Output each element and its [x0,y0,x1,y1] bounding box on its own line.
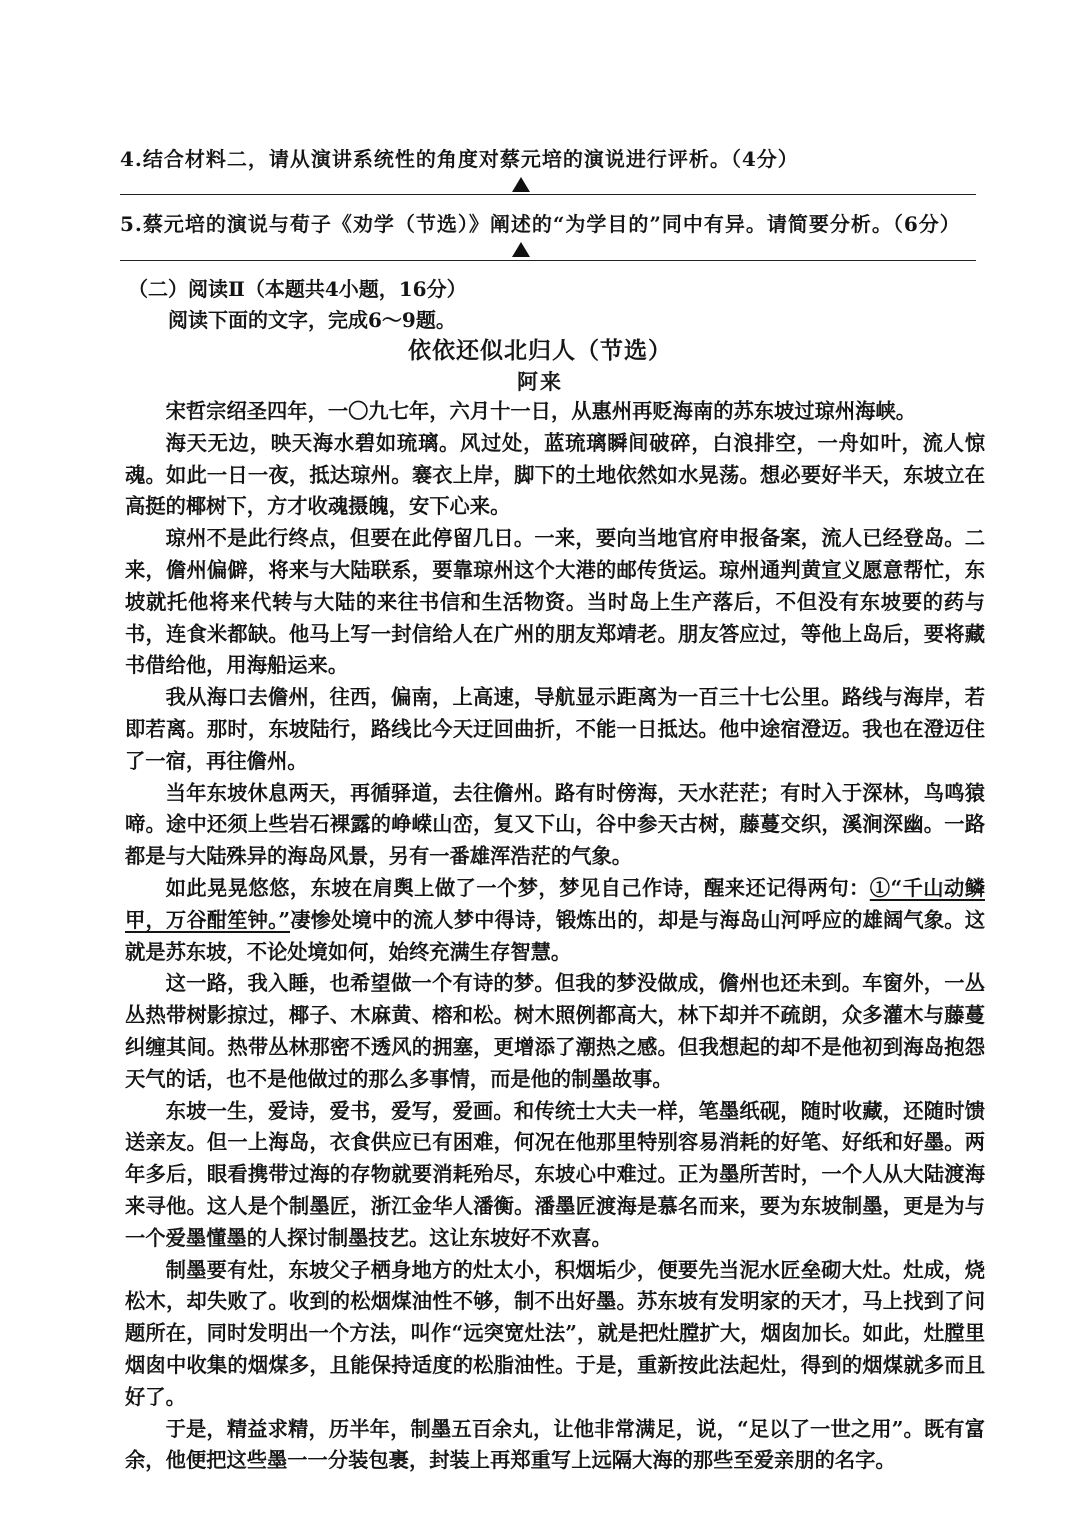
paragraph: 当年东坡休息两天，再循驿道，去往儋州。路有时傍海，天水茫茫；有时入于深林，鸟鸣猿啼。途中还须上些岩石裸露的峥嵘山峦，复又下山，谷中参天古树，藤蔓交织，溪涧深幽。一路都是与大陆殊异的海岛风景，另有一番雄浑浩茫的气象。 [125,780,985,869]
paragraph: 宋哲宗绍圣四年，一〇九七年，六月十一日，从惠州再贬海南的苏东坡过琼州海峡。 [165,399,917,423]
answer-marker-icon [512,177,530,192]
article-title: 依依还似北归人（节选） [408,337,672,364]
paragraph: 于是，精益求精，历半年，制墨五百余丸，让他非常满足，说，“足以了一世之用”。既有富余，他便把这些墨一一分装包裹，封装上再郑重写上远隔大海的那些至爱亲朋的名字。 [125,1416,985,1473]
underlined-poem-quote: ①“千山动鳞甲，万谷酣笙钟。” [125,875,985,932]
paragraph: 海天无边，映天海水碧如琉璃。风过处，蓝琉璃瞬间破碎，白浪排空，一舟如叶，流人惊魂。如此一日一夜，抵达琼州。褰衣上岸，脚下的土地依然如水晃荡。想必要好半天，东坡立在高挺的椰树下，方才收魂摄魄，安下心来。 [125,430,985,519]
dream-text-before: 如此晃晃悠悠，东坡在肩舆上做了一个梦，梦见自己作诗，醒来还记得两句： [165,875,870,900]
dream-text-after: 凄惨处境中的流人梦中得诗，锻炼出的，却是与海岛山河呼应的雄阔气象。这就是苏东坡，不论处境如何，始终充满生存智慧。 [125,907,985,964]
paragraph: 东坡一生，爱诗，爱书，爱写，爱画。和传统士大夫一样，笔墨纸砚，随时收藏，还随时馈送亲友。但一上海岛，衣食供应已有困难，何况在他那里特别容易消耗的好笔、好纸和好墨。两年多后，眼看携带过海的存物就要消耗殆尽，东坡心中难过。正为墨所苦时，一个人从大陆渡海来寻他。这人是个制墨匠，浙江金华人潘衡。潘墨匠渡海是慕名而来，要为东坡制墨，更是为与一个爱墨懂墨的人探讨制墨技艺。这让东坡好不欢喜。 [125,1098,985,1250]
article-author: 阿来 [517,369,563,394]
answer-line[interactable] [120,260,976,261]
paragraph-dream [125,873,985,968]
section-heading: （二）阅读Ⅱ（本题共4小题，16分） [128,277,467,301]
question-4: 4.结合材料二，请从演讲系统性的角度对蔡元培的演说进行评析。（4分） [120,147,799,171]
paragraph: 这一路，我入睡，也希望做一个有诗的梦。但我的梦没做成，儋州也还未到。车窗外，一丛丛热带树影掠过，椰子、木麻黄、榕和松。树木照例都高大，林下却并不疏朗，众多灌木与藤蔓纠缠其间。热带丛林那密不透风的拥塞，更增添了潮热之感。但我想起的却不是他初到海岛抱怨天气的话，也不是他做过的那么多事情，而是他的制墨故事。 [125,971,985,1091]
answer-line[interactable] [120,194,976,195]
article-body [125,396,985,1477]
paragraph: 琼州不是此行终点，但要在此停留几日。一来，要向当地官府申报备案，流人已经登岛。二来，儋州偏僻，将来与大陆联系，要靠琼州这个大港的邮传货运。琼州通判黄宣义愿意帮忙，东坡就托他将来代转与大陆的来往书信和生活物资。当时岛上生产落后，不但没有东坡要的药与书，连食米都缺。他马上写一封信给人在广州的朋友郑靖老。朋友答应过，等他上岛后，要将藏书借给他，用海船运来。 [125,526,985,678]
section-instruction: 阅读下面的文字，完成6～9题。 [168,308,456,332]
answer-marker-icon [512,242,530,257]
paragraph: 我从海口去儋州，往西，偏南，上高速，导航显示距离为一百三十七公里。路线与海岸，若即若离。那时，东坡陆行，路线比今天迂回曲折，不能一日抵达。他中途宿澄迈。我也在澄迈住了一宿，再往儋州。 [125,685,985,773]
paragraph: 制墨要有灶，东坡父子栖身地方的灶太小，积烟垢少，便要先当泥水匠垒砌大灶。灶成，烧松木，却失败了。收到的松烟煤油性不够，制不出好墨。苏东坡有发明家的天才，马上找到了问题所在，同时发明出一个方法，叫作“远突宽灶法”，就是把灶膛扩大，烟囱加长。如此，灶膛里烟囱中收集的烟煤多，且能保持适度的松脂油性。于是，重新按此法起灶，得到的烟煤就多而且好了。 [125,1257,985,1409]
question-5: 5.蔡元培的演说与荀子《劝学（节选）》阐述的“为学目的”同中有异。请简要分析。（6分） [120,212,961,236]
